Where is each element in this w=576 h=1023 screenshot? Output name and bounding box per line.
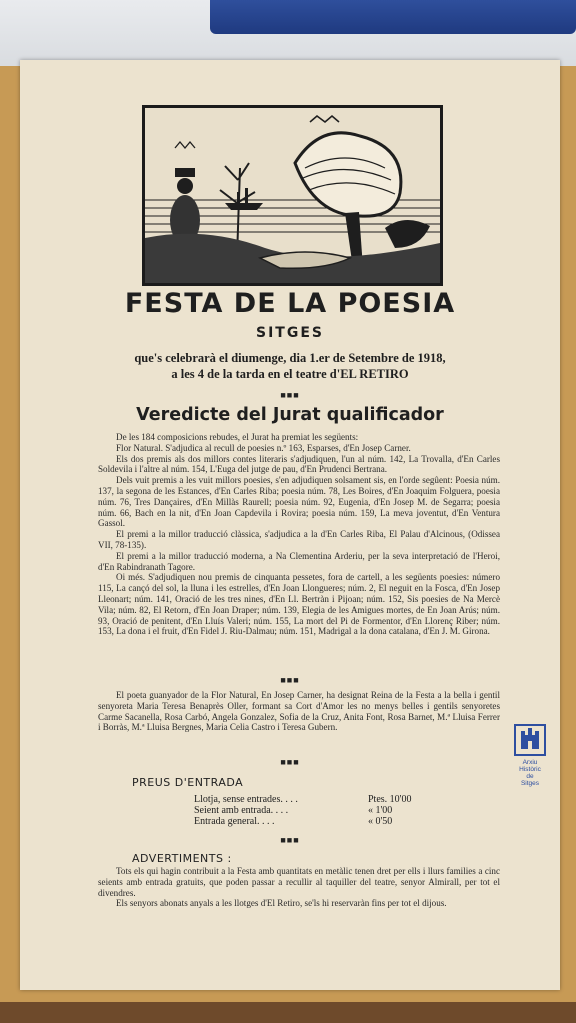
price-value: « 1'00: [368, 805, 393, 816]
notices-text: [98, 866, 500, 909]
verdict-paragraph: Oi més. S'adjudiquen nou premis de cinquanta pessetes, fora de cartell, a les següents poesies: número 115, La cançó del sol, la lluna i les estrelles, d'En Joan Llongueres; núm. 2, El neguit en la Fosca, d'En Josep Lleonart; núm. 141, Oració de les tres nines, d'En Ll. Bertràn i Pijoan; núm. 152, Sis poesies de Na Mercè Vila; núm. 82, El Retorn, d'En Joan Draper; núm. 139, Elegia de les Amigues mortes, de En Joan Arús; núm. 93, Oració de penitent, d'En Lluís Valeri; núm. 155, La mort del Pi de Formentor, d'En Llorenç Riber; núm. 153, La dona i el fruit, d'En Fidel J. Riu-Dalmau; núm. 151, Madrigal a la dona catalana, d'En J. M. Girona.: [98, 572, 500, 637]
price-label: Seient amb entrada. . . .: [194, 805, 289, 816]
verdict-paragraph: De les 184 composicions rebudes, el Jurat ha premiat les següents:: [116, 432, 359, 442]
separator: ■■■: [280, 675, 300, 685]
notice-item: Els senyors abonats anyals a les llotges d'El Retiro, se'ls hi reservaràn fins per tot el dijous.: [116, 898, 447, 909]
blue-folder: [210, 0, 576, 34]
verdict-heading: Veredicte del Jurat qualificador: [136, 405, 444, 425]
castle-stamp-icon: [513, 723, 547, 757]
price-label: Entrada general. . . .: [194, 816, 275, 827]
woodcut-illustration: [142, 105, 443, 286]
verdict-text: [98, 432, 500, 637]
verdict-paragraph: El premi a la millor traducció moderna, a Na Clementina Arderiu, per la seva interpretació de l'Heroi, d'En Rabindranath Tagore.: [98, 550, 500, 572]
price-value: Ptes. 10'00: [368, 794, 412, 805]
price-label: Llotja, sense entrades. . . .: [194, 794, 298, 805]
notices-heading: ADVERTIMENTS :: [132, 852, 232, 865]
verdict-paragraph: Flor Natural. S'adjudica al recull de poesies n.º 163, Esparses, d'En Josep Carner.: [116, 442, 411, 453]
poster-title: FESTA DE LA POESIA: [124, 288, 456, 319]
notice-item: Tots els qui hagin contribuit a la Festa amb quantitats en metàlic tenen dret per ells i llurs families a cinc seients amb entrada gratuits, que poden passar a recullir al taquiller del teatre, senyor Almirall, per tot el divendres.: [98, 866, 500, 898]
verdict-paragraph: Dels vuit premis a les vuit millors poesies, s'en adjudiquen solsament sis, en l'orde segûent: Poesia núm. 137, la segona de les Estances, d'En Carles Riba; poesia núm. 78, Les Boires, d'En Joaquim Folguera, poesia núm. 76, Tres Dançaires, d'En Millàs Raurell; poesia núm. 92, Eugenia, d'En Josep M. de Segarra; poesia núm. 66, Bach en la nit, d'En Joan Capdevila i Rovira; poesia núm. 159, La meva joventut, d'En Ventura Gassol.: [98, 475, 500, 529]
separator: ■■■: [280, 835, 300, 845]
event-venue-line: a les 4 de la tarda en el teatre d'EL RETIRO: [171, 367, 409, 381]
price-value: « 0'50: [368, 816, 393, 827]
separator: ■■■: [280, 390, 300, 400]
stamp-line: Històric: [519, 766, 541, 773]
archive-stamp: [510, 723, 550, 793]
verdict-paragraph: Els dos premis als dos millors contes literaris s'adjudiquen, l'un al núm. 142, La Trovalla, d'En Carles Soldevila i l'altre al núm. 154, L'Euga del jutge de pau, d'En Prudenci Bertrana.: [98, 453, 500, 475]
poster-sheet: [20, 60, 560, 990]
separator: ■■■: [280, 757, 300, 767]
poster-town: SITGES: [256, 325, 324, 341]
seaside-scene-image: [145, 108, 440, 283]
queen-text: El poeta guanyador de la Flor Natural, En Josep Carner, ha designat Reina de la Festa a la bella i gentil senyoreta Maria Teresa Benaprès Oller, formant sa Cort d'Amor les no menys belles i gentils senyoretes Carme Sacanella, Rosa Carbó, Angela Gonzalez, Sofia de la Cruz, Anita Font, Rosa Barnet, M.ª Lluisa Ferrer i Borràs, M.ª Lluisa Bergnes, Maria Celia Castro i Teresa Gubern.: [98, 690, 500, 733]
desk-edge: [0, 1002, 576, 1023]
prices-heading: PREUS D'ENTRADA: [132, 776, 244, 789]
stamp-line: Sitges: [520, 780, 540, 787]
verdict-paragraph: El premi a la millor traducció clàssica, s'adjudica a la d'En Carles Riba, El Palau d'Alcinous, (Odissea VII, 78-135).: [98, 529, 500, 550]
stamp-line: de: [526, 773, 534, 780]
event-date-line: que's celebrarà el diumenge, dia 1.er de Setembre de 1918,: [134, 351, 446, 365]
stamp-line: Arxiu: [522, 759, 538, 766]
queen-paragraph: [98, 690, 500, 733]
